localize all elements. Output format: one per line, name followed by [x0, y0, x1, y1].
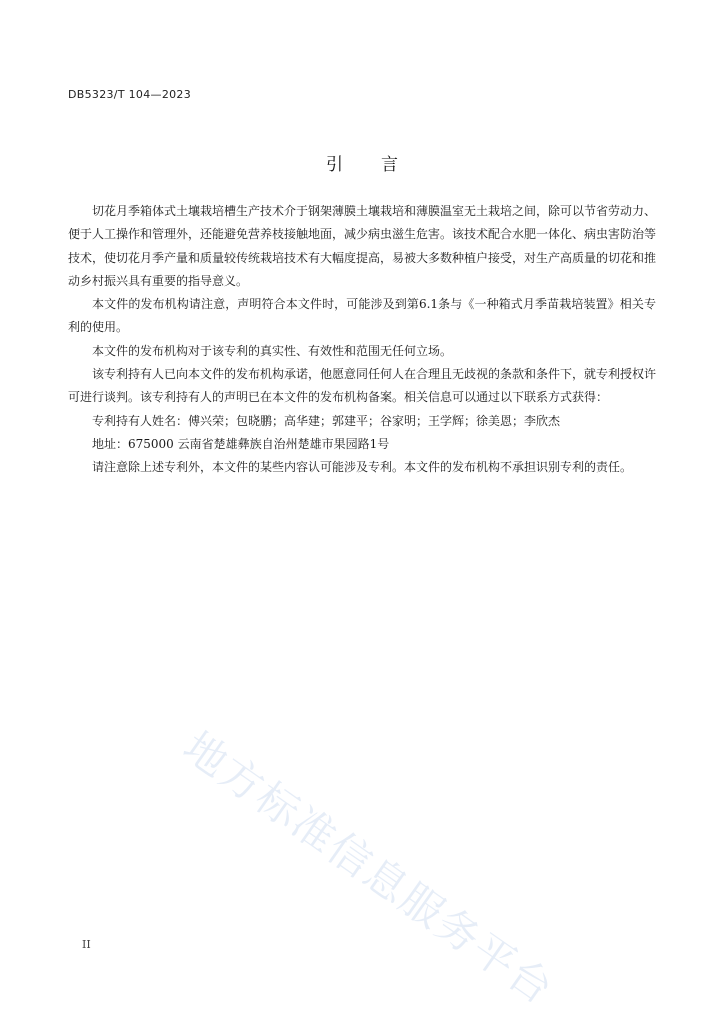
document-body — [68, 200, 656, 480]
page-number: II — [82, 938, 91, 951]
paragraph-patent-commitment: 该专利持有人已向本文件的发布机构承诺，他愿意同任何人在合理且无歧视的条款和条件下，就专利授权许可进行谈判。该专利持有人的声明已在本文件的发布机构备案。相关信息可以通过以下联系方式获得： — [68, 367, 657, 405]
watermark: 地方标准信息服务平台 — [174, 721, 564, 1015]
paragraph-disclaimer: 请注意除上述专利外，本文件的某些内容认可能涉及专利。本文件的发布机构不承担识别专利的责任。 — [92, 460, 633, 475]
paragraph-patent-notice: 本文件的发布机构请注意，声明符合本文件时，可能涉及到第6.1条与《一种箱式月季苗栽培装置》相关专利的使用。 — [68, 297, 656, 335]
paragraph-address: 地址：675000 云南省楚雄彝族自治州楚雄市果园路1号 — [92, 436, 390, 451]
standard-code: DB5323/T 104—2023 — [68, 88, 192, 101]
paragraph-intro: 切花月季箱体式土壤栽培槽生产技术介于钢架薄膜土壤栽培和薄膜温室无土栽培之间，除可以节省劳动力、便于人工操作和管理外，还能避免营养枝接触地面，减少病虫滋生危害。该技术配合水肥一体化、病虫害防治等技术，使切花月季产量和质量较传统栽培技术有大幅度提高，易被大多数种植户接受，对生产高质量的切花和推动乡村振兴具有重要的指导意义。 — [68, 204, 657, 288]
paragraph-patent-position: 本文件的发布机构对于该专利的真实性、有效性和范围无任何立场。 — [92, 343, 453, 358]
paragraph-patent-holders: 专利持有人姓名：傅兴荣；包晓鹏；高华建；郭建平；谷家明；王学辉；徐美恩；李欣杰 — [92, 413, 561, 428]
page-title: 引言 — [326, 155, 436, 175]
